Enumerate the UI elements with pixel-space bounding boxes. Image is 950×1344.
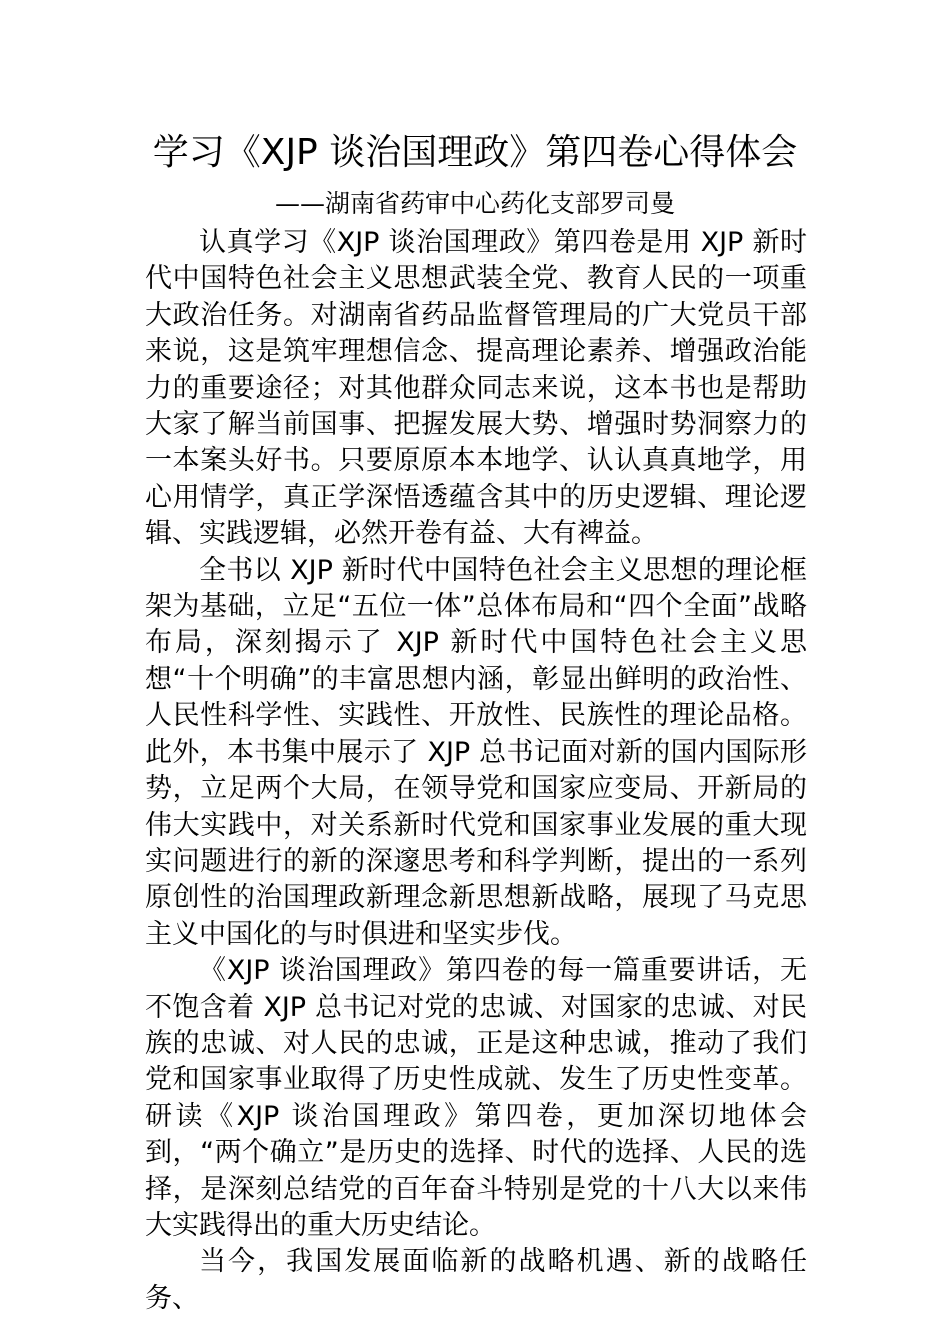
paragraph-2: 全书以 XJP 新时代中国特色社会主义思想的理论框架为基础，立足“五位一体”总体布局和“四个全面”战略布局，深刻揭示了 XJP 新时代中国特色社会主义思想“十个明确”的丰富思想内涵，彰显出鲜明的政治性、人民性科学性、实践性、开放性、民族性的理论品格。此外，本书集中展示了 XJP 总书记面对新的国内国际形势，立足两个大局，在领导党和国家应变局、开新局的伟大实践中，对关系新时代党和国家事业发展的重大现实问题进行的新的深邃思考和科学判断，提出的一系列原创性的治国理政新理念新思想新战略，展现了马克思主义中国化的与时俱进和坚实步伐。 — [145, 554, 807, 950]
document-body — [145, 225, 807, 1317]
document-subtitle: ——湖南省药审中心药化支部罗司曼 — [274, 189, 675, 218]
paragraph-1: 认真学习《XJP 谈治国理政》第四卷是用 XJP 新时代中国特色社会主义思想武装全党、教育人民的一项重大政治任务。对湖南省药品监督管理局的广大党员干部来说，这是筑牢理想信念、提高理论素养、增强政治能力的重要途径；对其他群众同志来说，这本书也是帮助大家了解当前国事、把握发展大势、增强时势洞察力的一本案头好书。只要原原本本地学、认认真真地学，用心用情学，真正学深悟透蕴含其中的历史逻辑、理论逻辑、实践逻辑，必然开卷有益、大有裨益。 — [145, 227, 807, 550]
paragraph-3: 《XJP 谈治国理政》第四卷的每一篇重要讲话，无不饱含着 XJP 总书记对党的忠诚、对国家的忠诚、对民族的忠诚、对人民的忠诚，正是这种忠诚，推动了我们党和国家事业取得了历史性成就、发生了历史性变革。研读《XJP 谈治国理政》第四卷，更加深切地体会到，“两个确立”是历史的选择、时代的选择、人民的选择，是深刻总结党的百年奋斗特别是党的十八大以来伟大实践得出的重大历史结论。 — [145, 955, 807, 1241]
document-title: 学习《XJP 谈治国理政》第四卷心得体会 — [152, 132, 798, 173]
paragraph-4: 当今，我国发展面临新的战略机遇、新的战略任务、 — [145, 1246, 807, 1314]
